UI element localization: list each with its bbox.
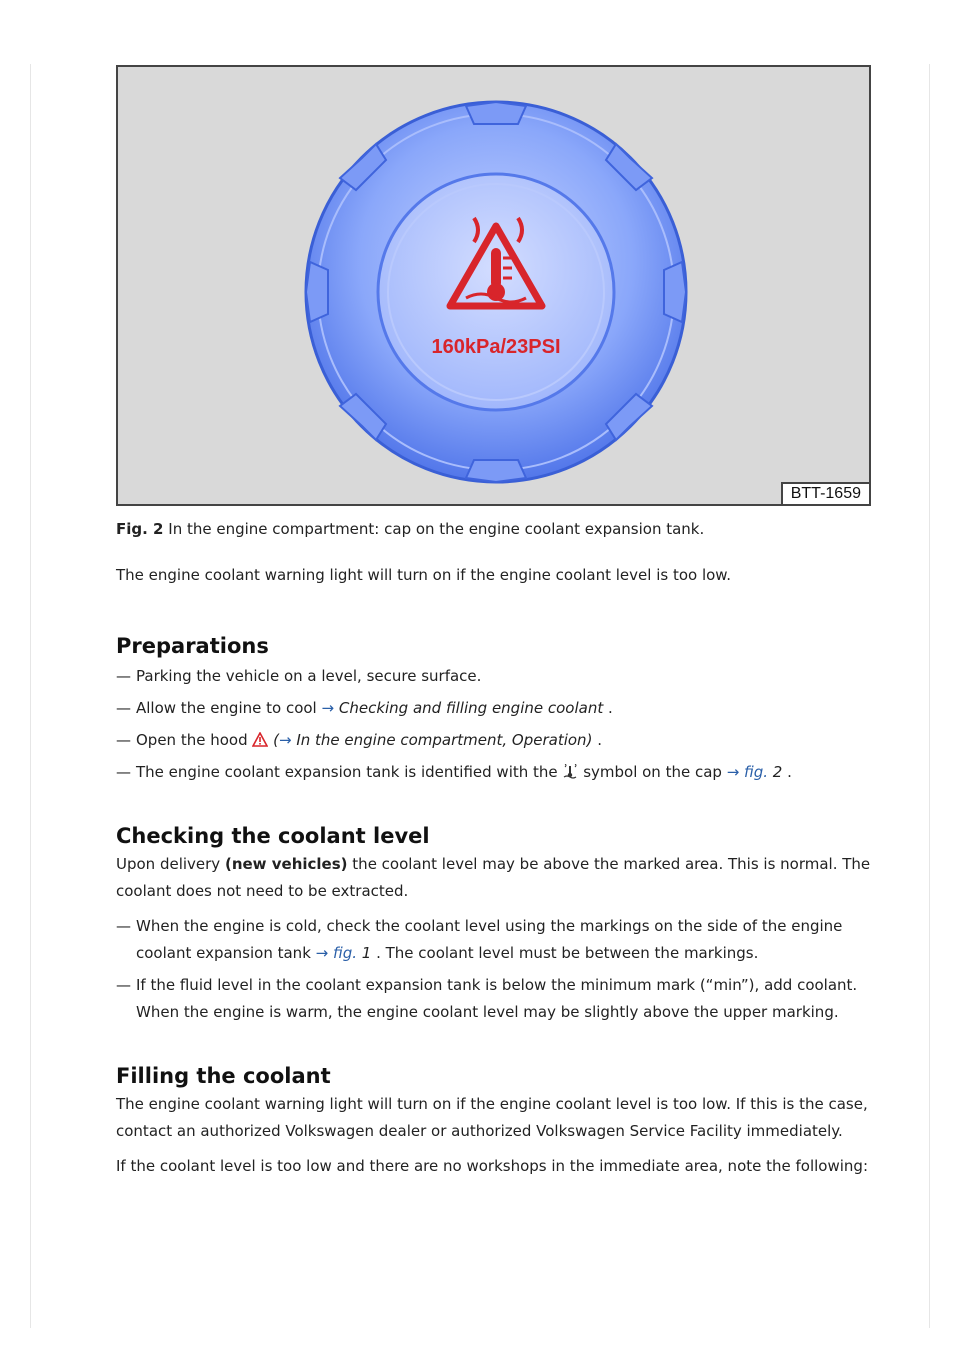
main-content <box>116 562 876 1188</box>
coolant-cap-figure <box>116 65 871 506</box>
list-item-text: . <box>603 699 613 717</box>
list-item <box>116 695 876 722</box>
checking-paragraph <box>116 851 876 905</box>
figure-reference-number[interactable]: 2 <box>772 763 783 781</box>
filling-heading: Filling the coolant <box>116 1064 331 1088</box>
arrow-icon: → <box>279 731 292 749</box>
paragraph-emphasis: (new vehicles) <box>224 855 348 873</box>
warning-triangle-icon <box>252 732 268 747</box>
cross-reference-link[interactable]: Checking and filling engine coolant <box>338 699 604 717</box>
list-item-text: When the engine is cold, check the coolant level using the markings on the side of the engine coolant expansion tank <box>136 917 843 962</box>
list-item-text: The engine coolant expansion tank is identified with the <box>136 763 563 781</box>
arrow-icon: → <box>315 944 329 962</box>
intro-text: The engine coolant warning light will turn on if the engine coolant level is too low. <box>116 566 731 584</box>
list-item-text: If the fluid level in the coolant expansion tank is below the minimum mark (“min”), add coolant. When the engine is warm, the engine coolant level may be slightly above the upper marking. <box>136 976 858 1021</box>
arrow-icon: → <box>726 763 740 781</box>
figure-caption <box>116 520 704 538</box>
figure-caption-text: In the engine compartment: cap on the engine coolant expansion tank. <box>168 520 705 538</box>
list-item-text: Parking the vehicle on a level, secure surface. <box>136 667 482 685</box>
coolant-cap-illustration <box>118 67 869 504</box>
preparations-heading: Preparations <box>116 634 269 658</box>
list-item-text: Allow the engine to cool <box>136 699 322 717</box>
list-item <box>116 663 876 690</box>
figure-reference-number[interactable]: 1 <box>361 944 372 962</box>
arrow-icon: → <box>321 699 335 717</box>
page-guide-left <box>30 64 31 1328</box>
list-item-text: symbol on the cap <box>578 763 727 781</box>
list-item-text: ( <box>268 731 279 749</box>
preparations-list <box>116 663 876 786</box>
figure-reference-link[interactable]: fig. <box>328 944 362 962</box>
figure-id-label: BTT-1659 <box>781 482 871 506</box>
list-item <box>116 972 876 1026</box>
figure-caption-label: Fig. 2 <box>116 520 164 538</box>
filling-paragraph: If the coolant level is too low and there are no workshops in the immediate area, note the following: <box>116 1157 868 1175</box>
list-item <box>116 759 876 786</box>
list-item-text: . <box>592 731 602 749</box>
checking-list <box>116 913 876 1026</box>
list-item-text: . The coolant level must be between the markings. <box>371 944 759 962</box>
filling-paragraph: The engine coolant warning light will turn on if the engine coolant level is too low. If this is the case, contact an authorized Volkswagen dealer or authorized Volkswagen Service Facility immediately. <box>116 1095 868 1140</box>
list-item-text: Open the hood <box>136 731 253 749</box>
figure-reference-link[interactable]: fig. <box>739 763 773 781</box>
coolant-symbol-icon <box>562 764 578 779</box>
page-guide-right <box>929 64 930 1328</box>
list-item <box>116 727 876 754</box>
checking-heading: Checking the coolant level <box>116 824 430 848</box>
list-item <box>116 913 876 967</box>
cap-pressure-label: 160kPa/23PSI <box>431 336 561 358</box>
list-item-text: . <box>782 763 792 781</box>
cross-reference-link[interactable]: In the engine compartment, Operation) <box>291 731 593 749</box>
paragraph-text: Upon delivery <box>116 855 225 873</box>
paragraph-text: the coolant level may be above the marked area. This is normal. The coolant does not need to be extracted. <box>116 855 871 900</box>
